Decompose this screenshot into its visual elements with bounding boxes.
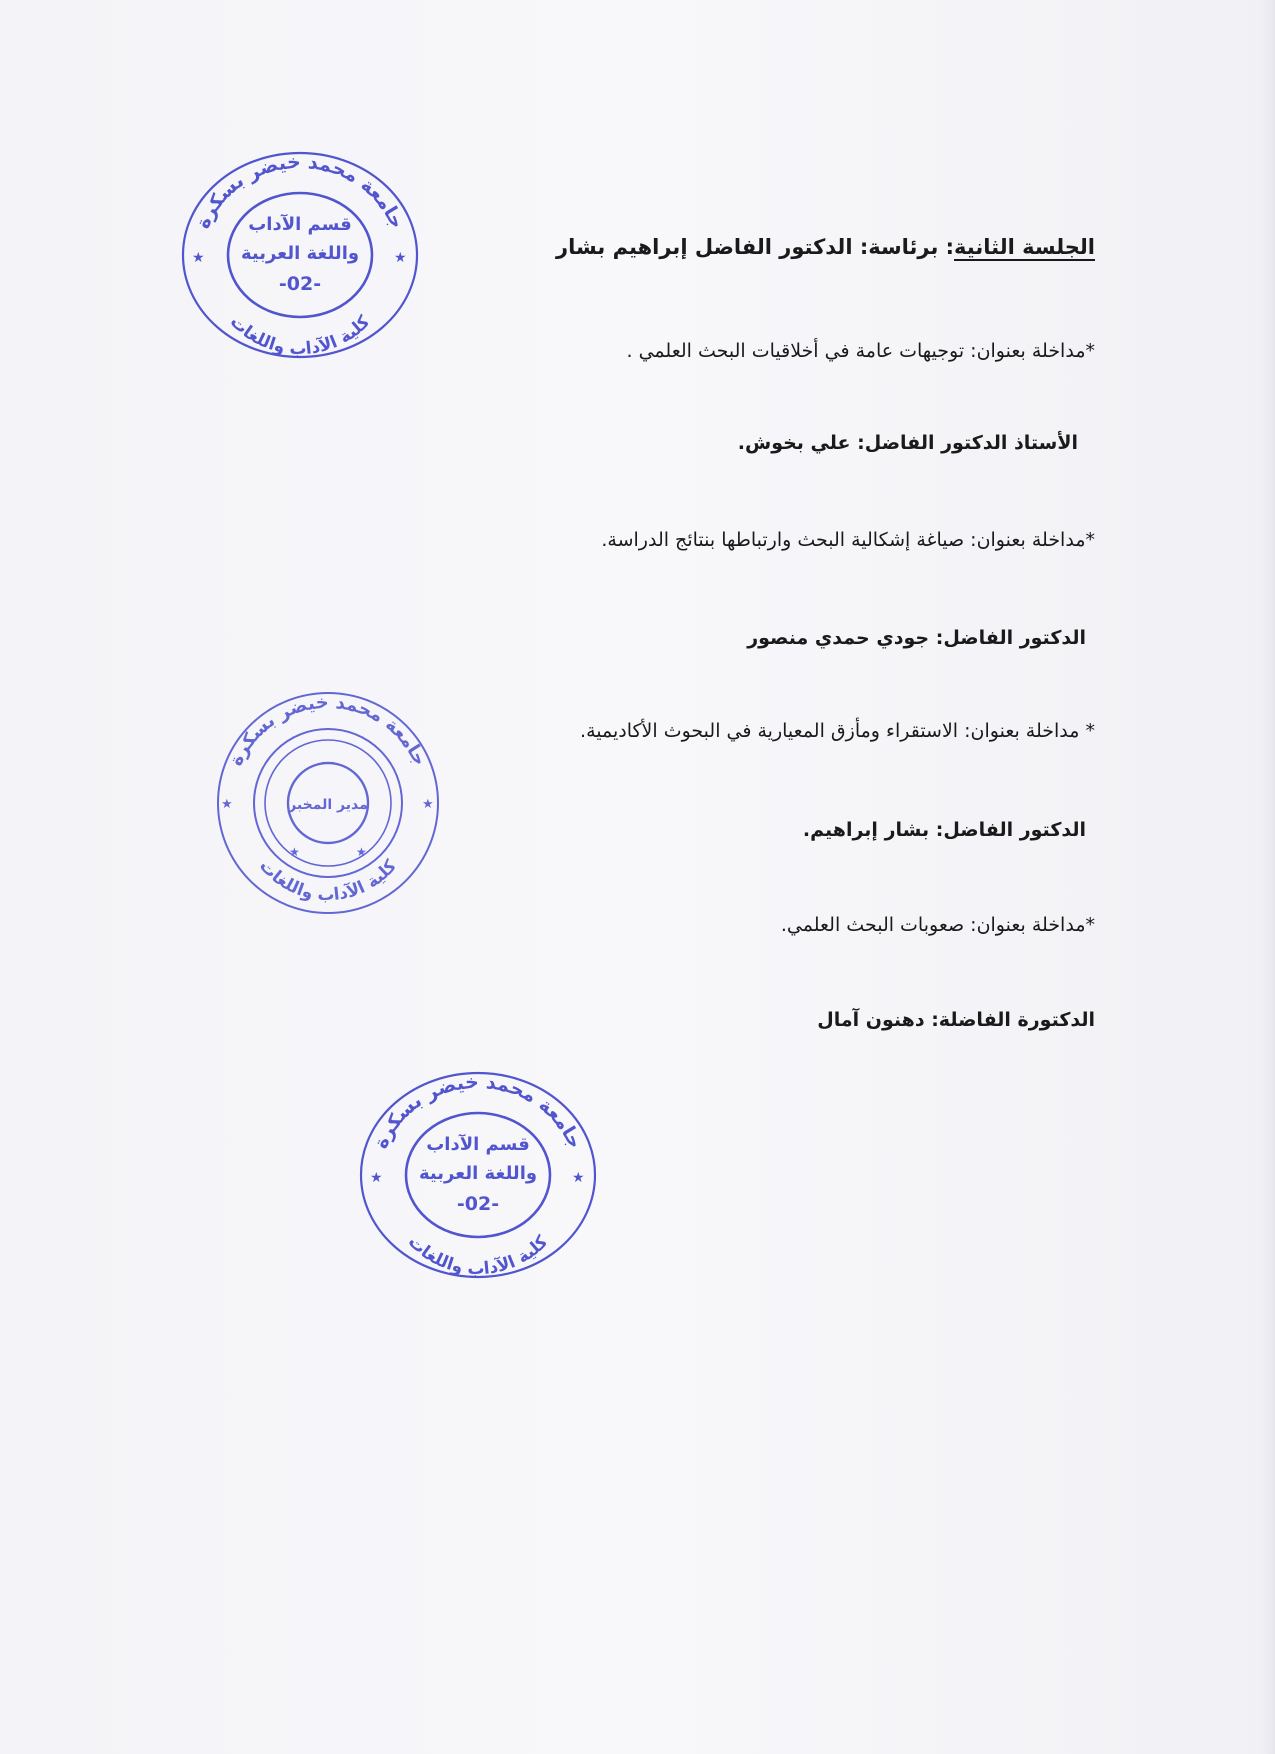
speaker-label: الدكتورة الفاضلة: <box>924 1009 1095 1031</box>
talk-title-line <box>627 336 1096 366</box>
star-icon: ★ <box>356 845 367 859</box>
talk-title: الاستقراء ومأزق المعيارية في البحوث الأكاديمية. <box>580 720 959 742</box>
speaker-name: جودي حمدي منصور <box>747 627 930 649</box>
speaker-line <box>747 623 1086 653</box>
speaker-label: الدكتور الفاضل: <box>929 627 1086 649</box>
star-icon: ★ <box>370 1170 383 1186</box>
talk-title-label: *مداخلة بعنوان: <box>964 340 1095 362</box>
lab-stamp-center: مدير المخبر <box>288 797 368 813</box>
speaker-name: علي بخوش. <box>737 432 851 454</box>
lab-stamp <box>213 688 443 918</box>
lab-stamp-outer-text: جامعة محمد خيضر بسكرة <box>225 691 431 770</box>
star-icon: ★ <box>572 1170 585 1186</box>
department-stamp-line1: قسم الآداب <box>248 214 352 235</box>
star-icon: ★ <box>289 845 300 859</box>
department-stamp-number: -02- <box>278 273 322 295</box>
department-stamp-bottom-text: كلية الآداب واللغات <box>225 311 375 360</box>
session-heading <box>556 232 1095 262</box>
star-icon: ★ <box>192 250 205 266</box>
department-stamp-graphic <box>358 1070 598 1280</box>
department-stamp-line2: واللغة العربية <box>418 1163 538 1184</box>
speaker-line <box>738 428 1078 458</box>
paper-edge-shadow <box>1261 0 1275 1754</box>
talk-title-label: *مداخلة بعنوان: <box>964 914 1095 936</box>
department-stamp <box>180 150 420 360</box>
speaker-name: بشار إبراهيم. <box>802 819 930 841</box>
speaker-name: دهنون آمال <box>817 1009 925 1031</box>
talk-title-label: * مداخلة بعنوان: <box>958 720 1095 742</box>
talk-title: صياغة إشكالية البحث وارتباطها بنتائج الدراسة. <box>601 529 965 551</box>
department-stamp-line2: واللغة العربية <box>240 243 360 264</box>
talk-title: توجيهات عامة في أخلاقيات البحث العلمي . <box>626 340 965 362</box>
talk-title-line <box>601 525 1095 555</box>
talk-title: صعوبات البحث العلمي. <box>780 914 965 936</box>
department-stamp <box>358 1070 598 1280</box>
star-icon: ★ <box>422 797 434 812</box>
talk-title-label: *مداخلة بعنوان: <box>964 529 1095 551</box>
session-label: الجلسة الثانية <box>954 235 1095 259</box>
star-icon: ★ <box>394 250 407 266</box>
speaker-line <box>817 1005 1095 1035</box>
talk-title-line <box>781 910 1095 940</box>
speaker-label: الدكتور الفاضل: <box>929 819 1086 841</box>
session-chair: : برئاسة: الدكتور الفاضل إبراهيم بشار <box>556 235 955 259</box>
department-stamp-line1: قسم الآداب <box>426 1134 530 1155</box>
speaker-label: الأستاذ الدكتور الفاضل: <box>850 432 1078 454</box>
department-stamp-graphic <box>180 150 420 360</box>
lab-stamp-graphic <box>213 688 443 918</box>
department-stamp-outer-text: جامعة محمد خيضر بسكرة <box>191 150 409 232</box>
star-icon: ★ <box>221 797 233 812</box>
talk-title-line <box>580 716 1095 746</box>
department-stamp-bottom-text: كلية الآداب واللغات <box>403 1231 553 1280</box>
speaker-line <box>803 815 1086 845</box>
lab-stamp-bottom-text: كلية الآداب واللغات <box>255 856 401 906</box>
department-stamp-outer-text: جامعة محمد خيضر بسكرة <box>369 1070 587 1152</box>
department-stamp-number: -02- <box>456 1193 500 1215</box>
